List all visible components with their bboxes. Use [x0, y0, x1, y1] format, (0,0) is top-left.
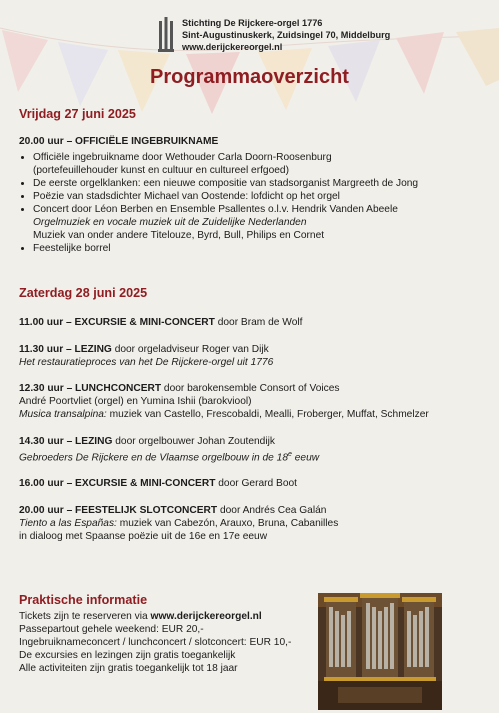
- event-item: 12.30 uur – LUNCHCONCERT door barokensemble Consort of Voices André Poortvliet (orgel) en Yumina Ishii (barokviool) Musica transalpina: muziek van Castello, Frescobaldi, Mealli, Froberger, Muffat, Schmelzer: [19, 382, 489, 421]
- event-subtitle: Gebroeders De Rijckere en de Vlaamse orgelbouw in de 18e eeuw: [19, 450, 320, 463]
- page-title: Programmaoverzicht: [150, 66, 349, 88]
- list-item: • Officiële ingebruikname door Wethouder Carla Doorn-Roosenburg (portefeuillehouder kunst en cultuur en cultureel erfgoed): [33, 151, 489, 177]
- event-program-title: Musica transalpina:: [19, 409, 107, 420]
- bullet-subtext: (portefeuillehouder kunst en cultuur en cultureel erfgoed): [33, 165, 289, 176]
- info-line: De excursies en lezingen zijn gratis toegankelijk: [19, 650, 236, 661]
- ticket-link[interactable]: www.derijckereorgel.nl: [150, 611, 262, 622]
- list-item: • De eerste orgelklanken: een nieuwe compositie van stadsorganist Margreeth de Jong: [33, 177, 489, 190]
- price-line: Ingebruiknameconcert / lunchconcert / slotconcert: EUR 10,-: [19, 637, 292, 648]
- practical-info: [19, 594, 309, 675]
- org-website[interactable]: www.derijckereorgel.nl: [182, 42, 283, 52]
- event-program-title: Tiento a las Españas:: [19, 517, 117, 529]
- event-item: 20.00 uur – FEESTELIJK SLOTCONCERT door Andrés Cea Galán Tiento a las Españas: muziek van Cabezón, Arauxo, Bruna, Cabanilles in dialoog met Spaanse poëzie uit de 16e en 17e eeuw: [19, 504, 489, 543]
- day1-bullet-list: [19, 151, 489, 255]
- day1-heading: Vrijdag 27 juni 2025: [19, 107, 136, 121]
- event-item: 11.00 uur – EXCURSIE & MINI-CONCERT door Bram de Wolf: [19, 317, 303, 328]
- organ-photo-icon: [318, 593, 442, 710]
- event-performers: André Poortvliet (orgel) en Yumina Ishii (barokviool): [19, 396, 252, 407]
- org-name: Stichting De Rijckere-orgel 1776: [182, 18, 323, 28]
- practical-heading: Praktische informatie: [19, 593, 148, 607]
- event-subtext: in dialoog met Spaanse poëzie uit de 16e en 17e eeuw: [19, 530, 268, 542]
- event-item: 11.30 uur – LEZING door orgeladviseur Roger van Dijk Het restauratieproces van het De Rijckere-orgel uit 1776: [19, 343, 489, 369]
- header: [158, 17, 390, 53]
- event-item: 16.00 uur – EXCURSIE & MINI-CONCERT door Gerard Boot: [19, 478, 297, 490]
- list-item: • Poëzie van stadsdichter Michael van Oostende: lofdicht op het orgel: [33, 190, 489, 203]
- day1-event-title: 20.00 uur – OFFICIËLE INGEBRUIKNAME: [19, 136, 219, 147]
- price-line: Passepartout gehele weekend: EUR 20,-: [19, 624, 204, 635]
- info-line: Alle activiteiten zijn gratis toegankelijk tot 18 jaar: [19, 663, 238, 674]
- event-subtitle: Het restauratieproces van het De Rijckere-orgel uit 1776: [19, 356, 274, 368]
- list-item: • Concert door Léon Berben en Ensemble Psallentes o.l.v. Hendrik Vanden Abeele Orgelmuziek en vocale muziek uit de Zuidelijke Nederlanden Muziek van onder andere Titelouze, Byrd, Bull, Philips en Cornet: [33, 203, 489, 242]
- ticket-line: Tickets zijn te reserveren via www.derijckereorgel.nl: [19, 611, 262, 622]
- org-address: Sint-Augustinuskerk, Zuidsingel 70, Middelburg: [182, 30, 391, 40]
- program-content: [19, 108, 489, 556]
- organ-pipes-logo-icon: [158, 17, 174, 53]
- day2-heading: Zaterdag 28 juni 2025: [19, 286, 148, 300]
- bullet-subtext: Muziek van onder andere Titelouze, Byrd, Bull, Philips en Cornet: [33, 230, 325, 241]
- event-item: 14.30 uur – LEZING door orgelbouwer Johan Zoutendijk Gebroeders De Rijckere en de Vlaamse orgelbouw in de 18e eeuw: [19, 435, 489, 464]
- list-item: • Feestelijke borrel: [33, 242, 489, 255]
- bullet-subtext-italic: Orgelmuziek en vocale muziek uit de Zuidelijke Nederlanden: [33, 217, 307, 228]
